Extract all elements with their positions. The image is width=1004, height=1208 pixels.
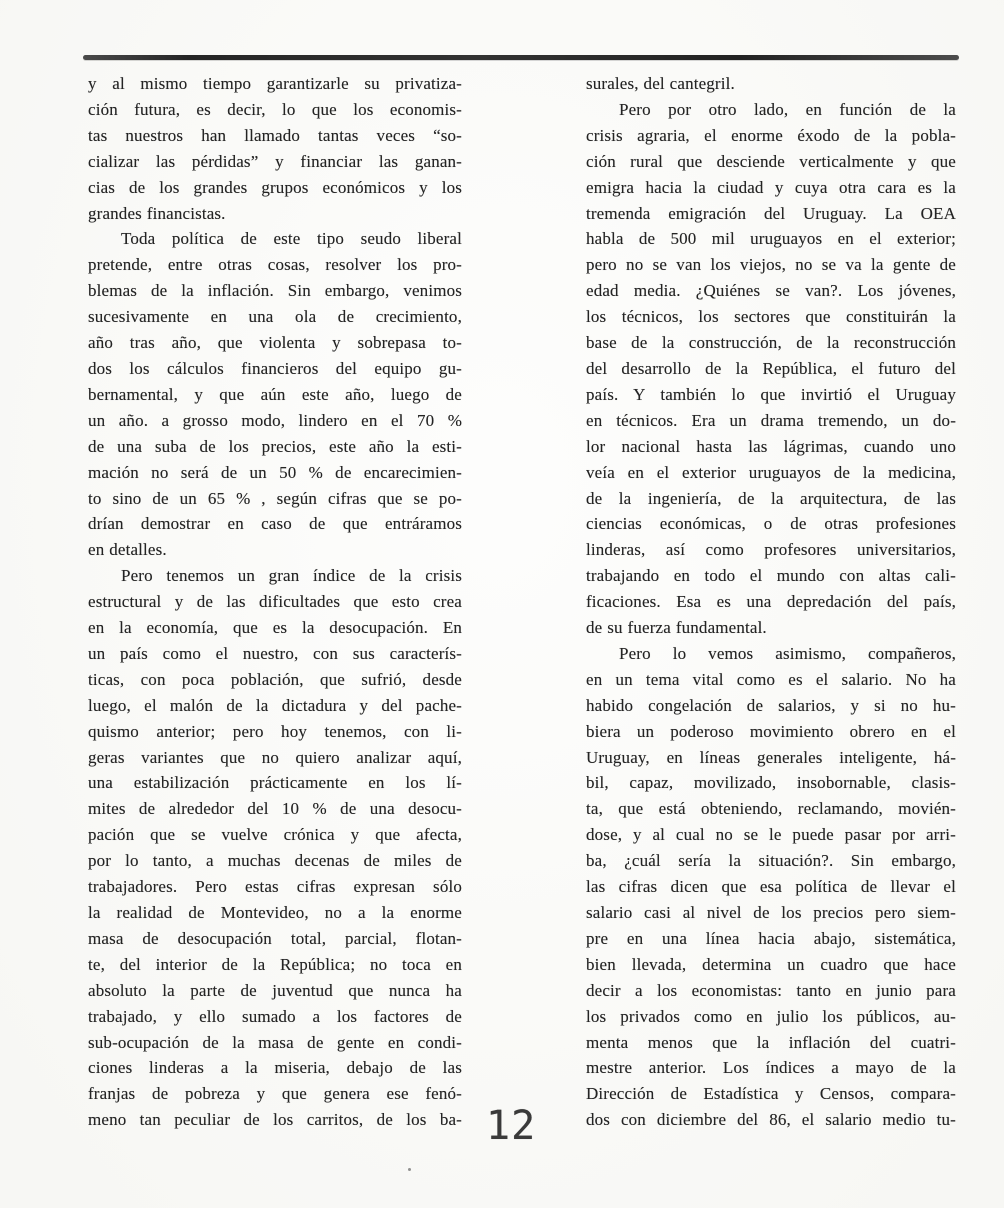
text-line: mites de alrededor del 10 % de una desocu-	[88, 799, 462, 819]
text-line: trabajando en todo el mundo con altas cali-	[586, 566, 956, 586]
text-line: te, del interior de la República; no toca en	[88, 954, 462, 974]
paragraph	[88, 226, 462, 563]
text-line: cias de los grandes grupos económicos y los	[88, 177, 462, 197]
text-line: ción rural que desciende verticalmente y que	[586, 151, 956, 171]
text-line: salario casi al nivel de los precios pero siem-	[586, 903, 956, 922]
text-line: surales, del cantegril.	[586, 74, 735, 93]
text-line: veía en el exterior uruguayos de la medicina,	[586, 462, 956, 482]
text-line: ticas, con poca población, que sufrió, desde	[88, 669, 462, 689]
text-line: y al mismo tiempo garantizarle su privatiza-	[88, 74, 462, 93]
paragraph	[88, 71, 462, 226]
text-line: las cifras dicen que esa política de llevar el	[586, 877, 956, 897]
text-line: ciencias económicas, o de otras profesiones	[586, 514, 956, 534]
text-line: pero no se van los viejos, no se va la gente de	[586, 255, 956, 275]
text-line: bil, capaz, movilizado, insobornable, clasis-	[586, 773, 956, 793]
text-line: franjas de pobreza y que genera ese fenó-	[88, 1084, 462, 1104]
text-line: geras variantes que no quiero analizar aquí,	[88, 747, 462, 767]
text-line: dose, y al cual no se le puede pasar por arri-	[586, 825, 956, 845]
text-line: masa de desocupación total, parcial, flotan-	[88, 928, 462, 948]
text-line: decir a los economistas: tanto en junio para	[586, 980, 956, 1000]
text-line: un año. a grosso modo, lindero en el 70 %	[88, 410, 462, 430]
two-column-text-area	[88, 71, 956, 1133]
text-line: edad media. ¿Quiénes se van?. Los jóvenes,	[586, 281, 956, 301]
text-line: bien llevada, determina un cuadro que hace	[586, 954, 956, 974]
text-line: una estabilización prácticamente en los lí-	[88, 773, 462, 793]
text-line: ciones linderas a la miseria, debajo de las	[88, 1058, 462, 1078]
text-line: habido congelación de salarios, y si no hu-	[586, 695, 956, 715]
text-line: Pero tenemos un gran índice de la crisis	[121, 566, 462, 586]
text-line: emigra hacia la ciudad y cuya otra cara es la	[586, 177, 956, 197]
text-line: bernamental, y que aún este año, luego de	[88, 384, 462, 404]
text-line: de una suba de los precios, este año la esti-	[88, 436, 462, 456]
text-line: crisis agraria, el enorme éxodo de la pobla-	[586, 125, 956, 145]
paragraph	[586, 97, 956, 641]
text-line: Toda política de este tipo seudo liberal	[121, 229, 462, 249]
text-line: trabajado, y ello sumado a los factores de	[88, 1006, 462, 1026]
text-line: luego, el malón de la dictadura y del pache-	[88, 695, 462, 715]
text-line: los técnicos, los sectores que constituirán la	[586, 307, 956, 327]
text-line: pación que se vuelve crónica y que afecta,	[88, 825, 462, 845]
text-line: habla de 500 mil uruguayos en el exterior;	[586, 229, 956, 249]
text-line: base de la construcción, de la reconstrucción	[586, 333, 956, 353]
text-line: ficaciones. Esa es una depredación del país,	[586, 592, 956, 612]
text-line: del desarrollo de la República, el futuro del	[586, 358, 956, 378]
text-line: menta menos que la inflación del cuatri-	[586, 1032, 956, 1052]
text-line: Pero lo vemos asimismo, compañeros,	[619, 643, 956, 663]
text-line: los privados como en julio los públicos, au-	[586, 1006, 956, 1026]
text-line: mestre anterior. Los índices a mayo de la	[586, 1058, 956, 1078]
text-line: linderas, así como profesores universitarios,	[586, 540, 956, 560]
text-line: absoluto la parte de juventud que nunca ha	[88, 980, 462, 1000]
text-line: en técnicos. Era un drama tremendo, un do-	[586, 410, 956, 430]
text-line: drían demostrar en caso de que entráramos	[88, 514, 462, 534]
text-line: dos con diciembre del 86, el salario medio tu-	[586, 1110, 956, 1130]
text-line: pre en una línea hacia abajo, sistemática,	[586, 928, 956, 948]
text-line: quismo anterior; pero hoy tenemos, con li-	[88, 721, 462, 741]
right-text-column	[586, 71, 956, 1133]
text-line: cializar las pérdidas” y financiar las ganan-	[88, 151, 462, 171]
text-line: tremenda emigración del Uruguay. La OEA	[586, 203, 956, 223]
left-text-column	[88, 71, 462, 1133]
text-line: por lo tanto, a muchas decenas de miles de	[88, 851, 462, 871]
text-line: estructural y de las dificultades que esto crea	[88, 592, 462, 612]
text-line: de la ingeniería, de la arquitectura, de las	[586, 488, 956, 508]
text-line: de su fuerza fundamental.	[586, 618, 767, 638]
text-line: trabajadores. Pero estas cifras expresan sólo	[88, 877, 462, 897]
scan-speck	[408, 1168, 411, 1171]
page-number: 12	[486, 1103, 537, 1149]
text-line: país. Y también lo que invirtió el Uruguay	[586, 384, 956, 404]
text-line: to sino de un 65 % , según cifras que se po-	[88, 488, 462, 508]
text-line: Pero por otro lado, en función de la	[619, 99, 956, 119]
paragraph	[586, 641, 956, 1133]
top-rule-divider	[83, 55, 959, 60]
text-line: blemas de la inflación. Sin embargo, venimos	[88, 281, 462, 301]
text-line: biera un poderoso movimiento obrero en el	[586, 721, 956, 741]
text-line: mación no será de un 50 % de encarecimien-	[88, 462, 462, 482]
text-line: lor nacional hasta las lágrimas, cuando uno	[586, 436, 956, 456]
text-line: ción futura, es decir, lo que los economis-	[88, 99, 462, 119]
text-line: dos los cálculos financieros del equipo gu-	[88, 358, 462, 378]
text-line: en la economía, que es la desocupación. En	[88, 618, 462, 638]
text-line: año tras año, que violenta y sobrepasa to-	[88, 333, 462, 353]
text-line: en un tema vital como es el salario. No ha	[586, 669, 956, 689]
text-line: grandes financistas.	[88, 203, 226, 223]
text-line: ba, ¿cuál sería la situación?. Sin embargo,	[586, 851, 956, 871]
text-line: la realidad de Montevideo, no a la enorme	[88, 903, 462, 922]
text-line: sucesivamente en una ola de crecimiento,	[88, 307, 462, 327]
text-line: meno tan peculiar de los carritos, de los ba-	[88, 1110, 462, 1130]
text-line: Uruguay, en líneas generales inteligente, há-	[586, 747, 956, 767]
text-line: tas nuestros han llamado tantas veces “so-	[88, 125, 462, 145]
paragraph	[88, 563, 462, 1133]
text-line: pretende, entre otras cosas, resolver los pro-	[88, 255, 462, 275]
text-line: ta, que está obteniendo, reclamando, movién-	[586, 799, 956, 819]
text-line: Dirección de Estadística y Censos, compara-	[586, 1084, 956, 1104]
text-line: en detalles.	[88, 540, 167, 560]
paragraph	[586, 71, 956, 97]
text-line: sub-ocupación de la masa de gente en condi-	[88, 1032, 462, 1052]
text-line: un país como el nuestro, con sus caracterís-	[88, 643, 462, 663]
